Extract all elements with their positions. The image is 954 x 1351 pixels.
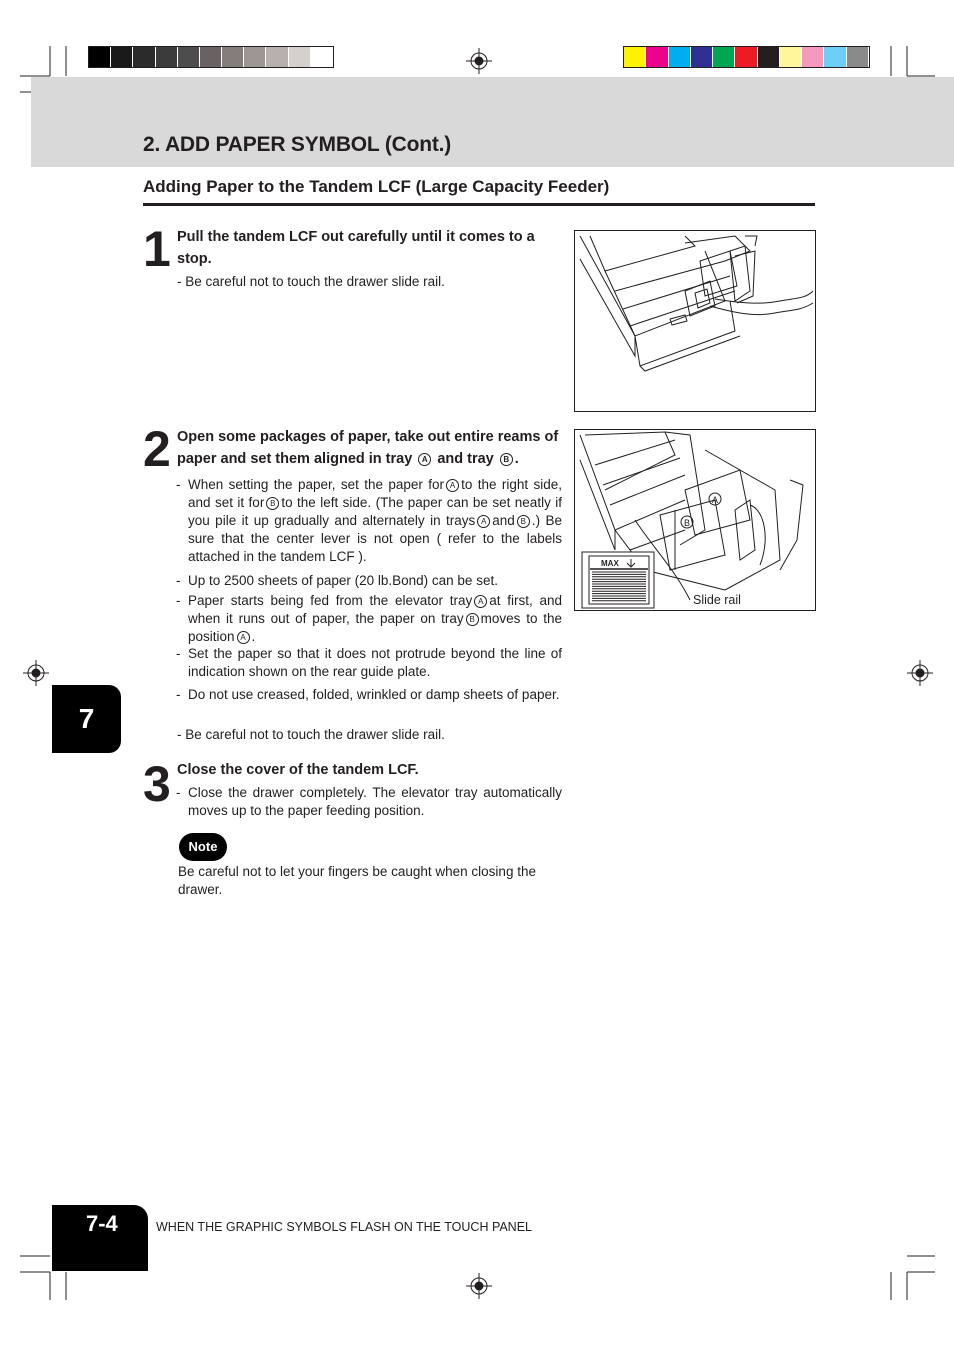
tray-a-symbol: A <box>446 479 459 492</box>
figure-lcf-trays <box>574 429 816 611</box>
step-3-heading: Close the cover of the tandem LCF. <box>177 762 419 778</box>
step-2-bullet-3: - Paper starts being fed from the elevator tray A at first, and when it runs out of paper, the paper on tray B moves to the position A . <box>176 593 562 644</box>
calibration-swatch <box>111 47 133 67</box>
step-2-bullet-5: - Do not use creased, folded, wrinkled or damp sheets of paper. <box>176 687 560 702</box>
step-2-bullet-2: - Up to 2500 sheets of paper (20 lb.Bond) can be set. <box>176 573 498 588</box>
tray-a-symbol: A <box>474 595 487 608</box>
step-3-number: 3 <box>143 756 169 812</box>
note-text: Be careful not to let your fingers be caught when closing the drawer. <box>178 864 536 897</box>
calibration-swatch <box>289 47 311 67</box>
registration-mark-bottom <box>466 1273 492 1299</box>
step-1-bullet: - Be careful not to touch the drawer slide rail. <box>177 274 445 289</box>
tray-b-symbol: B <box>466 613 479 626</box>
step-3-bullet-1: - Close the drawer completely. The elevator tray automatically moves up to the paper feeding position. <box>176 785 562 818</box>
calibration-swatch <box>735 47 757 67</box>
figure-lcf-pulled-out <box>574 230 816 412</box>
fig-label-a: A <box>711 495 719 505</box>
section-title: 2. ADD PAPER SYMBOL (Cont.) <box>143 133 452 156</box>
calibration-swatch <box>311 47 333 67</box>
gray-calibration-bar <box>88 46 334 68</box>
lcf-drawer-illustration <box>575 231 815 411</box>
calibration-swatch <box>244 47 266 67</box>
fig-label-b: B <box>683 518 691 528</box>
page-number: 7-4 <box>86 1211 118 1236</box>
registration-mark-right <box>907 660 933 686</box>
registration-mark-left <box>23 660 49 686</box>
registration-mark-top <box>466 48 492 74</box>
calibration-swatch <box>222 47 244 67</box>
calibration-swatch <box>847 47 869 67</box>
calibration-swatch <box>646 47 668 67</box>
chapter-tab: 7 <box>52 685 121 753</box>
slide-rail-label: Slide rail <box>693 593 741 607</box>
calibration-swatch <box>624 47 646 67</box>
page-number-block <box>52 1205 148 1271</box>
calibration-swatch <box>780 47 802 67</box>
calibration-swatch <box>156 47 178 67</box>
calibration-swatch <box>824 47 846 67</box>
calibration-swatch <box>691 47 713 67</box>
step-2-number: 2 <box>143 421 169 477</box>
tray-a-symbol: A <box>477 515 490 528</box>
calibration-swatch <box>669 47 691 67</box>
max-text: MAX <box>601 559 619 568</box>
footer-text: WHEN THE GRAPHIC SYMBOLS FLASH ON THE TOUCH PANEL <box>156 1220 533 1234</box>
calibration-swatch <box>200 47 222 67</box>
subtitle: Adding Paper to the Tandem LCF (Large Capacity Feeder) <box>143 177 610 196</box>
step-2-heading-text-1: Open some packages of paper, take out entire reams of paper and set them aligned in tray <box>177 429 559 467</box>
step-2-bullet-6: - Be careful not to touch the drawer slide rail. <box>177 727 445 742</box>
tray-b-symbol: B <box>266 497 279 510</box>
calibration-swatch <box>266 47 288 67</box>
calibration-swatch <box>133 47 155 67</box>
step-2-heading-text-2: and tray <box>437 451 494 467</box>
step-1-number: 1 <box>143 221 169 277</box>
step-1-heading: Pull the tandem LCF out carefully until it comes to a stop. <box>177 229 535 267</box>
calibration-swatch <box>178 47 200 67</box>
step-2-heading <box>177 426 563 470</box>
step-2-bullet-4: - Set the paper so that it does not protrude beyond the line of indication shown on the rear guide plate. <box>176 646 562 679</box>
calibration-swatch <box>713 47 735 67</box>
subtitle-rule <box>143 203 815 206</box>
tray-a-symbol: A <box>418 453 431 466</box>
tray-a-symbol: A <box>237 631 250 644</box>
calibration-swatch <box>758 47 780 67</box>
lcf-trays-illustration <box>575 430 815 610</box>
note-badge: Note <box>179 833 227 861</box>
tray-b-symbol: B <box>517 515 530 528</box>
calibration-swatch <box>802 47 824 67</box>
step-2-bullet-1: - When setting the paper, set the paper for A to the right side, and set it for B to the left side. (The paper can be set neatly if you pile it up gradually and alternately in trays A and B .) Be sure that the center lever is not open ( refer to the labels attached in the tandem LCF ). <box>176 477 563 564</box>
step-2-heading-text-3: . <box>514 451 519 467</box>
calibration-swatch <box>89 47 111 67</box>
color-calibration-bar <box>623 46 870 68</box>
max-label-inset <box>582 552 654 608</box>
tray-b-symbol: B <box>500 453 513 466</box>
